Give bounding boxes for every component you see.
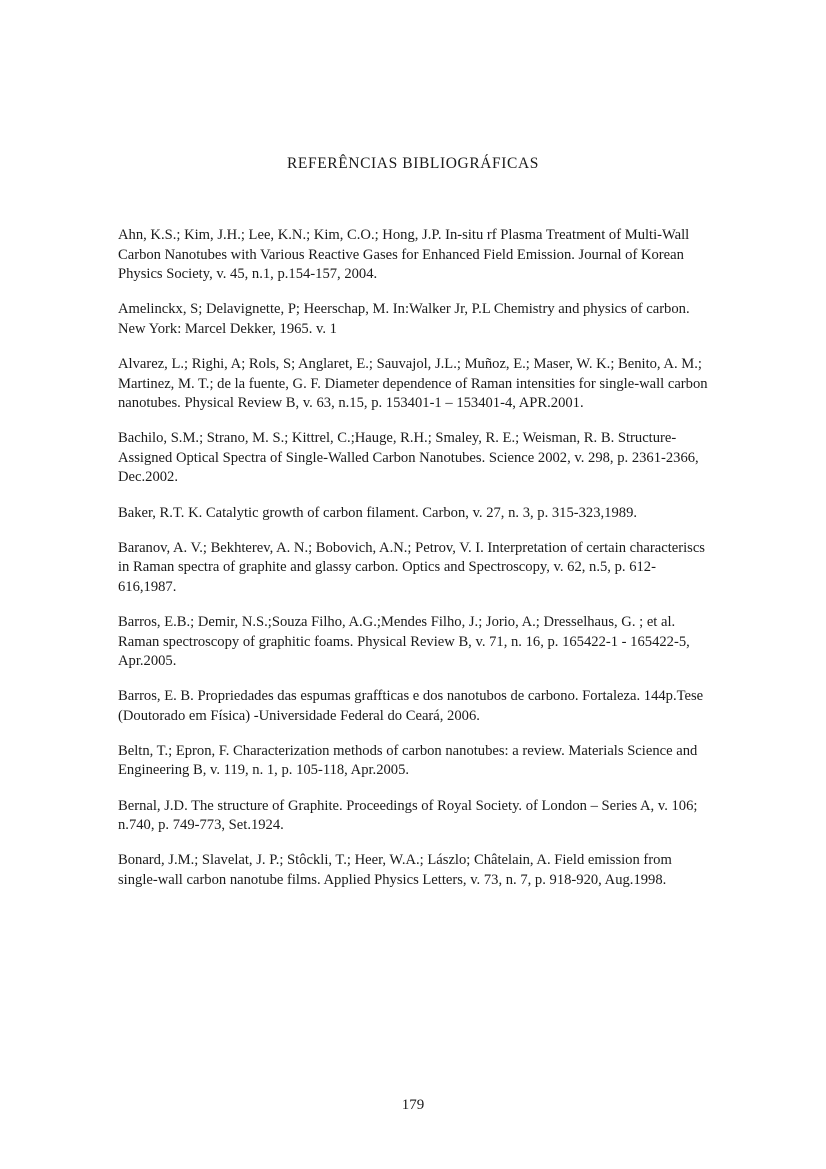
reference-entry-amelinckx: Amelinckx, S; Delavignette, P; Heerschap, M. In:Walker Jr, P.L Chemistry and physics of carbon. New York: Marcel Dekker, 1965. v. 1	[118, 301, 690, 337]
page-title: REFERÊNCIAS BIBLIOGRÁFICAS	[286, 155, 539, 172]
reference-entry-bachilo: Bachilo, S.M.; Strano, M. S.; Kittrel, C.;Hauge, R.H.; Smaley, R. E.; Weisman, R. B. Structure-Assigned Optical Spectra of Single-Walled Carbon Nanotubes. Science 2002, v. 298, p. 2361-2366, Dec.2002.	[118, 430, 699, 486]
reference-entry-ahn: Ahn, K.S.; Kim, J.H.; Lee, K.N.; Kim, C.O.; Hong, J.P. In-situ rf Plasma Treatment of Multi-Wall Carbon Nanotubes with Various Reactive Gases for Enhanced Field Emission. Journal of Korean Physics Society, v. 45, n.1, p.154-157, 2004.	[118, 227, 690, 283]
reference-entry-baker: Baker, R.T. K. Catalytic growth of carbon filament. Carbon, v. 27, n. 3, p. 315-323,1989.	[118, 504, 638, 521]
reference-entry-bonard: Bonard, J.M.; Slavelat, J. P.; Stôckli, T.; Heer, W.A.; Lászlo; Châtelain, A. Field emission from single-wall carbon nanotube films. Applied Physics Letters, v. 73, n. 7, p. 918-920, Aug.1998.	[118, 852, 672, 888]
reference-entry-alvarez: Alvarez, L.; Righi, A; Rols, S; Anglaret, E.; Sauvajol, J.L.; Muñoz, E.; Maser, W. K.; Benito, A. M.; Martinez, M. T.; de la fuente, G. F. Diameter dependence of Raman intensities for single-wall carbon nanotubes. Physical Review B, v. 63, n.15, p. 153401-1 – 153401-4, APR.2001.	[118, 355, 708, 412]
reference-entry-bernal: Bernal, J.D. The structure of Graphite. Proceedings of Royal Society. of London – Series A, v. 106; n.740, p. 749-773, Set.1924.	[118, 797, 698, 834]
reference-entry-barros-2005: Barros, E.B.; Demir, N.S.;Souza Filho, A.G.;Mendes Filho, J.; Jorio, A.; Dresselhaus, G. ; et al. Raman spectroscopy of graphitic foams. Physical Review B, v. 71, n. 16, p. 165422-1 - 165422-5, Apr.2005.	[118, 613, 690, 670]
reference-entry-baranov: Baranov, A. V.; Bekhterev, A. N.; Bobovich, A.N.; Petrov, V. I. Interpretation of certain characteriscs in Raman spectra of graphite and glassy carbon. Optics and Spectroscopy, v. 62, n.5, p. 612-616,1987.	[118, 539, 705, 595]
reference-entry-barros-2006: Barros, E. B. Propriedades das espumas graffticas e dos nanotubos de carbono. Fortaleza. 144p.Tese (Doutorado em Física) -Universidade Federal do Ceará, 2006.	[118, 688, 704, 724]
reference-list	[118, 226, 710, 906]
reference-entry-beltn: Beltn, T.; Epron, F. Characterization methods of carbon nanotubes: a review. Materials Science and Engineering B, v. 119, n. 1, p. 105-118, Apr.2005.	[118, 742, 698, 779]
page-number: 179	[401, 1097, 425, 1113]
